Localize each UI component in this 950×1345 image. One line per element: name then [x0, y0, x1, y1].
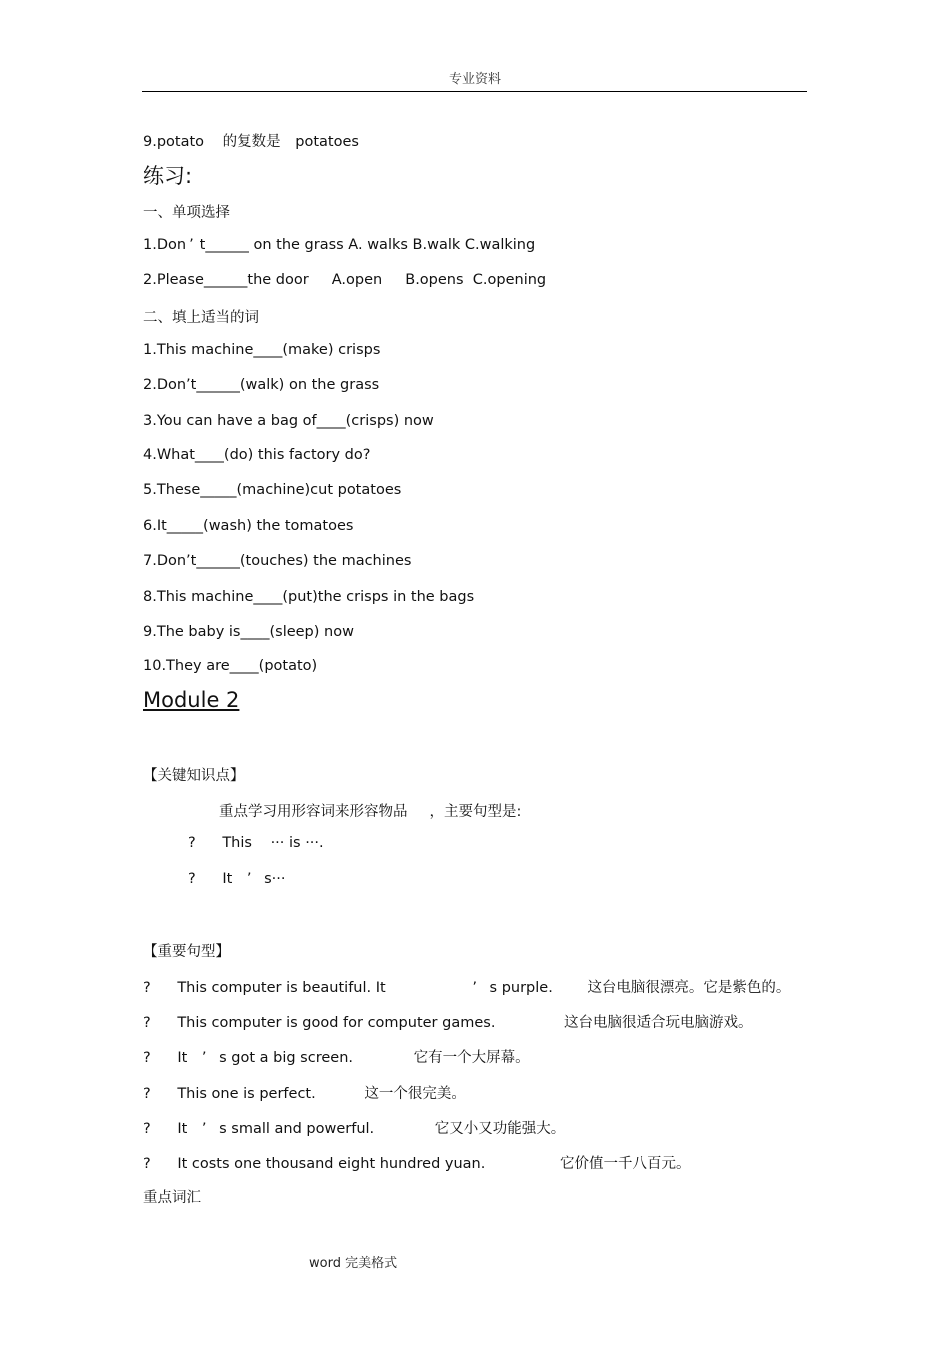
bullet-mark: ? — [188, 835, 196, 851]
sentence-mark: ? — [143, 1050, 151, 1066]
key-bullet — [188, 835, 324, 851]
fill-item: 10.They are____(potato) — [143, 658, 318, 674]
intro-middle: 的复数是 — [222, 134, 281, 150]
sentence-zh: 它价值一千八百元。 — [559, 1156, 691, 1172]
bullet-text-c: s··· — [264, 871, 286, 887]
sentence-en: This one is perfect. — [177, 1086, 316, 1102]
key-bullet — [188, 871, 286, 887]
sentence-row — [143, 1046, 530, 1067]
sentence-mark: ? — [143, 1015, 151, 1031]
sentence-row — [143, 1152, 690, 1173]
page-header: 专业资料 — [448, 72, 501, 87]
q1-stem: 1.Don — [143, 237, 187, 253]
fill-item: 6.It_____(wash) the tomatoes — [143, 518, 354, 534]
sentence-en: s small and powerful. — [219, 1121, 375, 1137]
sentence-en: It costs one thousand eight hundred yuan. — [177, 1156, 486, 1172]
sentence-row — [143, 976, 790, 997]
sentence-row — [143, 1082, 466, 1103]
sentence-en: This computer is beautiful. It — [177, 980, 386, 996]
intro-plural: potatoes — [295, 134, 359, 150]
fill-item: 7.Don’t______(touches) the machines — [143, 553, 412, 569]
fill-item: 4.What____(do) this factory do? — [143, 447, 371, 463]
bullet-text-a: This — [222, 835, 252, 851]
section1-q2: 2.Please______the door A.open B.opens C.opening — [143, 272, 547, 288]
bullet-text-a: It — [222, 871, 233, 887]
key-points-title: 【关键知识点】 — [143, 768, 245, 784]
section1-title: 一、单项选择 — [143, 205, 230, 221]
section2-title: 二、填上适当的词 — [143, 310, 259, 326]
bullet-text-b: ··· is ···. — [270, 835, 324, 851]
fill-item: 3.You can have a bag of____(crisps) now — [143, 413, 434, 429]
key-pattern-label: 主要句型是: — [444, 804, 522, 820]
section1-q1 — [143, 237, 535, 253]
sentence-zh: 这一个很完美。 — [364, 1086, 466, 1102]
intro-line — [143, 130, 359, 151]
key-intro-text: 重点学习用形容词来形容物品 — [219, 804, 408, 820]
sentence-zh: 它有一个大屏幕。 — [413, 1050, 530, 1066]
bullet-apostrophe: ’ — [246, 871, 252, 887]
sentence-mark: ? — [143, 980, 151, 996]
key-points-intro — [219, 800, 521, 821]
q1-rest: t______ on the grass A. walks B.walk C.walking — [199, 237, 536, 253]
sentence-en: s purple. — [489, 980, 553, 996]
sentence-zh: 这台电脑很适合玩电脑游戏。 — [564, 1015, 753, 1031]
fill-item: 1.This machine____(make) crisps — [143, 342, 381, 358]
sentence-zh: 它又小又功能强大。 — [434, 1121, 566, 1137]
sentence-mark: ? — [143, 1086, 151, 1102]
q1-apostrophe: ’ — [189, 237, 194, 253]
sentence-row — [143, 1011, 753, 1032]
sentence-en: This computer is good for computer games. — [177, 1015, 496, 1031]
header-rule — [142, 91, 807, 92]
sentence-apostrophe: ’ — [201, 1050, 207, 1066]
fill-item: 8.This machine____(put)the crisps in the bags — [143, 589, 475, 605]
sentence-apostrophe: ’ — [472, 980, 477, 996]
sentence-en: s got a big screen. — [219, 1050, 353, 1066]
sentence-en: It — [177, 1050, 188, 1066]
module-title: Module 2 — [143, 688, 240, 712]
sentence-mark: ? — [143, 1156, 151, 1172]
sentence-mark: ? — [143, 1121, 151, 1137]
sentence-row — [143, 1117, 565, 1138]
bullet-mark: ? — [188, 871, 196, 887]
sentence-zh: 这台电脑很漂亮。它是紫色的。 — [587, 980, 791, 996]
sentence-apostrophe: ’ — [201, 1121, 207, 1137]
practice-title: 练习: — [143, 164, 193, 188]
intro-word: 9.potato — [143, 134, 205, 150]
page-footer: word 完美格式 — [309, 1256, 398, 1271]
fill-item: 2.Don’t______(walk) on the grass — [143, 377, 380, 393]
sentences-title: 【重要句型】 — [143, 944, 230, 960]
key-intro-comma: ， — [429, 804, 444, 820]
fill-item: 5.These_____(machine)cut potatoes — [143, 482, 402, 498]
fill-item: 9.The baby is____(sleep) now — [143, 624, 354, 640]
sentence-en: It — [177, 1121, 188, 1137]
vocab-title: 重点词汇 — [143, 1190, 201, 1206]
